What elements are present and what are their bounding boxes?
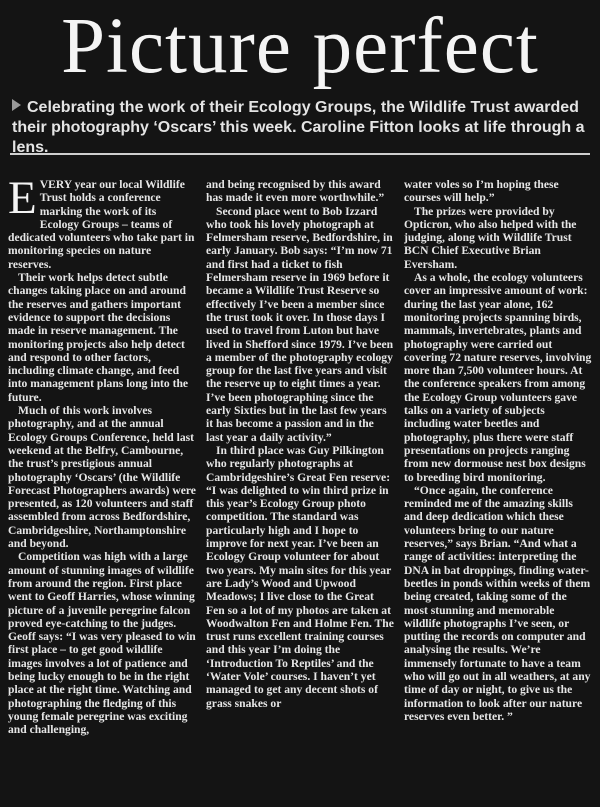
headline: Picture perfect [61, 3, 539, 90]
article-paragraph: EVERY year our local Wildlife Trust holds a conference marking the work of its Ecology Groups – teams of dedicated volunteers who take part in monitoring species on nature reserves. [8, 178, 195, 271]
article-body [8, 178, 592, 802]
article-column-1 [8, 178, 196, 802]
standfirst [12, 98, 588, 156]
standfirst-text: Celebrating the work of their Ecology Groups, the Wildlife Trust awarded their photography ‘Oscars’ this week. Caroline Fitton looks at life through a lens. [12, 99, 585, 156]
article-paragraph: and being recognised by this award has made it even more worthwhile.” [206, 178, 385, 205]
article-paragraph: water voles so I’m hoping these courses will help.” [404, 178, 559, 205]
article-column-2 [206, 178, 394, 802]
article-paragraph: As a whole, the ecology volunteers cover an impressive amount of work: during the last year alone, 162 monitoring projects spanning birds, mammals, invertebrates, plants and photography were carried out covering 72 nature reserves, involving more than 7,500 volunteer hours. At the conference speakers from among the Ecology Group volunteers gave talks on a variety of subjects including water beetles and photography, plus there were staff presentations on projects ranging from new dormouse nest box designs to breeding bird monitoring. [404, 271, 592, 484]
article-paragraph: Competition was high with a large amount of stunning images of wildlife from around the region. First place went to Geoff Harries, whose winning picture of a juvenile peregrine falcon proved eye-catching to the judges. Geoff says: “I was very pleased to win first place – to get good wildlife images involves a lot of patience and being lucky enough to be in the right place at the right time. Watching and photographing the fledging of this young female peregrine was exciting and challenging, [8, 550, 196, 737]
triangle-bullet-icon [12, 99, 21, 111]
article-paragraph: In third place was Guy Pilkington who regularly photographs at Cambridgeshire’s Great Fen reserve: “I was delighted to win third prize in this year’s Ecology Group photo competition. The standard was particularly high and I hope to improve for next year. I’ve been an Ecology Group volunteer for about two years. My main sites for this year are Lady’s Wood and Upwood Meadows; I live close to the Great Fen so a lot of my photos are taken at Woodwalton Fen and Holme Fen. The trust runs excellent training courses and this year I’m doing the ‘Introduction To Reptiles’ and the ‘Water Vole’ courses. I haven’t yet managed to get any decent shots of grass snakes or [206, 443, 394, 710]
article-paragraph: “Once again, the conference reminded me of the amazing skills and deep dedication which these volunteers bring to our nature reserves,” says Brian. “And what a range of activities: interpreting the DNA in bat droppings, finding water-beetles in ponds within weeks of them being created, taking some of the most stunning and memorable wildlife photographs I’ve seen, or putting the records on computer and analysing the results. We’re immensely fortunate to have a team who will go out in all weathers, at any time of day or night, to give us the information to look after our nature reserves even better. ” [404, 483, 591, 723]
divider-rule [10, 153, 590, 155]
article-paragraph: Much of this work involves photography, and at the annual Ecology Groups Conference, held last weekend at the Belfry, Cambourne, the trust’s prestigious annual photography ‘Oscars’ (the Wildlife Forecast Photographers awards) were presented, as 120 volunteers and staff assembled from across Bedfordshire, Cambridgeshire, Northamptonshire and beyond. [8, 404, 196, 551]
article-column-3 [404, 178, 592, 802]
drop-cap: E [8, 178, 37, 224]
article-paragraph: The prizes were provided by Opticron, who also helped with the judging, along with Wildlife Trust BCN Chief Executive Brian Eversham. [404, 204, 577, 271]
article-paragraph: Their work helps detect subtle changes taking place on and around the reserves and gathers important evidence to support the decisions made in reserve management. The monitoring projects also help detect and respond to other factors, including climate change, and feed into management plans long into the future. [8, 271, 189, 404]
article-paragraph: Second place went to Bob Izzard who took his lovely photograph at Felmersham reserve, Bedfordshire, in early January. Bob says: “I’m now 71 and first had a ticket to fish Felmersham reserve in 1969 before it became a Wildlife Trust Reserve so effectively I’ve been a member since the trust took it over. In those days I used to travel from Luton but have lived in Shefford since 1979. I’ve been a member of the photography ecology group for the last five years and visit the reserve up to eight times a year. I’ve been photographing since the early Sixties but in the last few years it has become a passion and in the last year a daily activity.” [206, 204, 394, 444]
